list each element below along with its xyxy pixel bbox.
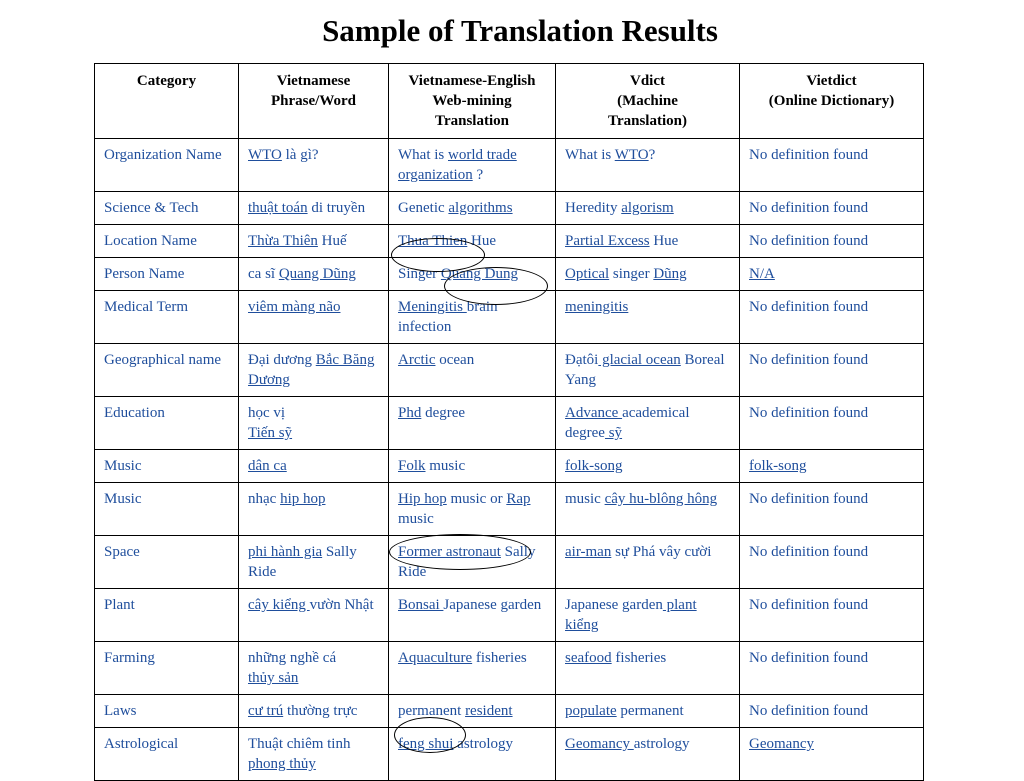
underlined-term: N/A	[749, 266, 775, 282]
cell-text: No definition found	[749, 544, 869, 560]
table-row	[95, 192, 924, 225]
cell-category	[95, 642, 239, 695]
underlined-term: seafood	[565, 650, 612, 666]
cell-text: di truyền	[307, 200, 366, 216]
table-row	[95, 291, 924, 344]
cell-vietdict	[740, 589, 924, 642]
cell-text: học vị	[248, 405, 286, 421]
cell-vdict	[556, 536, 740, 589]
cell-category	[95, 344, 239, 397]
cell-text: Huế	[317, 233, 347, 249]
cell-text: sự Phá vây cười	[611, 544, 712, 560]
cell-text: thường trực	[283, 703, 358, 719]
underlined-term: thuật toán	[248, 200, 308, 216]
underlined-term: feng shui	[398, 736, 454, 752]
cell-web-mining	[389, 642, 556, 695]
cell-vietnamese	[239, 291, 389, 344]
cell-vietnamese	[239, 450, 389, 483]
cell-text: Space	[104, 544, 140, 560]
underlined-term: meningitis	[565, 299, 629, 315]
cell-category	[95, 695, 239, 728]
table-row	[95, 536, 924, 589]
cell-web-mining	[389, 344, 556, 397]
cell-text: Boreal Yang	[565, 352, 725, 388]
underlined-term: sỹ	[604, 425, 623, 441]
cell-text: Music	[104, 491, 142, 507]
underlined-term: Geomancy	[749, 736, 814, 752]
cell-web-mining	[389, 536, 556, 589]
cell-text: ca sĩ	[248, 266, 279, 282]
cell-vietdict	[740, 642, 924, 695]
underlined-term: cây hu-blông hông	[604, 491, 718, 507]
underlined-term: WTO	[614, 147, 649, 163]
underlined-term: cư trú	[248, 703, 284, 719]
cell-text: music	[425, 458, 466, 474]
underlined-term: thủy sản	[248, 670, 299, 686]
table-row	[95, 344, 924, 397]
cell-text: No definition found	[749, 352, 869, 368]
underlined-term: Advance	[565, 405, 623, 421]
cell-text: permanent	[398, 703, 466, 719]
cell-category	[95, 483, 239, 536]
cell-text: Hue	[649, 233, 679, 249]
underlined-term: world trade organization	[398, 147, 517, 183]
underlined-term: phong thủy	[248, 756, 316, 772]
cell-web-mining	[389, 397, 556, 450]
cell-text: Geographical name	[104, 352, 222, 368]
cell-web-mining	[389, 450, 556, 483]
cell-text: No definition found	[749, 703, 869, 719]
cell-vdict	[556, 139, 740, 192]
cell-text: No definition found	[749, 233, 869, 249]
cell-text: Person Name	[104, 266, 185, 282]
underlined-term: dân ca	[248, 458, 287, 474]
cell-web-mining	[389, 225, 556, 258]
table-row	[95, 450, 924, 483]
cell-text: No definition found	[749, 491, 869, 507]
cell-text: What is	[398, 147, 448, 163]
underlined-term: Thừa Thiên	[248, 233, 318, 249]
cell-vietnamese	[239, 344, 389, 397]
underlined-term: Rap	[506, 491, 531, 507]
cell-vdict	[556, 642, 740, 695]
cell-text: What is	[565, 147, 615, 163]
cell-vietnamese	[239, 536, 389, 589]
underlined-term: glacial ocean	[598, 352, 681, 368]
header-vietnamese: Vietnamese Phrase/Word	[239, 64, 389, 139]
cell-vietdict	[740, 483, 924, 536]
underlined-term: resident	[465, 703, 513, 719]
cell-vietdict	[740, 695, 924, 728]
cell-text: permanent	[616, 703, 684, 719]
cell-vietdict	[740, 139, 924, 192]
underlined-term: Optical	[565, 266, 610, 282]
cell-text: Sally Ride	[248, 544, 357, 580]
table-row	[95, 483, 924, 536]
cell-text: No definition found	[749, 200, 869, 216]
cell-vdict	[556, 225, 740, 258]
cell-vietnamese	[239, 589, 389, 642]
cell-text: Medical Term	[104, 299, 189, 315]
cell-vietdict	[740, 536, 924, 589]
cell-text: Laws	[104, 703, 137, 719]
cell-text: Genetic	[398, 200, 449, 216]
cell-text: fisheries	[472, 650, 527, 666]
cell-vietnamese	[239, 695, 389, 728]
page-title: Sample of Translation Results	[322, 13, 718, 48]
cell-vietdict	[740, 397, 924, 450]
cell-text: Music	[104, 458, 142, 474]
underlined-term: Thua Thien	[398, 233, 468, 249]
cell-category	[95, 450, 239, 483]
cell-text: music or	[446, 491, 507, 507]
cell-vietdict	[740, 258, 924, 291]
table-row	[95, 589, 924, 642]
cell-category	[95, 397, 239, 450]
cell-text: Japanese garden	[443, 597, 542, 613]
cell-web-mining	[389, 291, 556, 344]
cell-text: brain infection	[398, 299, 498, 335]
cell-text: Thuật chiêm tinh	[248, 736, 351, 752]
underlined-term: phi hành gia	[248, 544, 323, 560]
underlined-term: populate	[565, 703, 617, 719]
cell-text: Đại dương	[248, 352, 316, 368]
cell-vietnamese	[239, 397, 389, 450]
underlined-term: Meningitis	[398, 299, 467, 315]
cell-text: Sally Ride	[398, 544, 536, 580]
underlined-term: Former astronaut	[398, 544, 501, 560]
cell-text: vườn Nhật	[309, 597, 374, 613]
underlined-term: plant kiểng	[565, 597, 697, 633]
cell-text: No definition found	[749, 299, 869, 315]
underlined-term: algorithms	[448, 200, 513, 216]
header-web-mining: Vietnamese-English Web-mining Translation	[389, 64, 556, 139]
underlined-term: Quang Dũng	[278, 266, 356, 282]
cell-text: Education	[104, 405, 165, 421]
underlined-term: Hip hop	[398, 491, 447, 507]
underlined-term: WTO	[248, 147, 282, 163]
underlined-term: Arctic	[398, 352, 436, 368]
cell-vdict	[556, 258, 740, 291]
table-row	[95, 695, 924, 728]
cell-category	[95, 225, 239, 258]
cell-vietnamese	[239, 642, 389, 695]
underlined-term: hip hop	[280, 491, 326, 507]
header-row	[95, 64, 924, 139]
cell-vietdict	[740, 450, 924, 483]
underlined-term: Geomancy	[565, 736, 634, 752]
cell-vdict	[556, 483, 740, 536]
underlined-term: Partial Excess	[565, 233, 650, 249]
cell-web-mining	[389, 589, 556, 642]
cell-vietdict	[740, 192, 924, 225]
underlined-term: Bắc Băng Dương	[248, 352, 375, 388]
cell-text: Đạtôi	[565, 352, 599, 368]
cell-vietnamese	[239, 139, 389, 192]
cell-text: No definition found	[749, 597, 869, 613]
cell-text: degree	[421, 405, 466, 421]
cell-text: những nghề cá	[248, 650, 337, 666]
cell-text: academical degree	[565, 405, 690, 441]
cell-text: Plant	[104, 597, 135, 613]
cell-text: music	[398, 511, 434, 527]
cell-web-mining	[389, 728, 556, 781]
cell-text: Singer	[398, 266, 441, 282]
cell-vietnamese	[239, 225, 389, 258]
cell-vietnamese	[239, 728, 389, 781]
header-category: Category	[95, 64, 239, 139]
cell-vdict	[556, 728, 740, 781]
underlined-term: cây kiểng	[248, 597, 310, 613]
cell-web-mining	[389, 695, 556, 728]
cell-web-mining	[389, 483, 556, 536]
cell-web-mining	[389, 258, 556, 291]
cell-category	[95, 728, 239, 781]
cell-text: No definition found	[749, 147, 869, 163]
cell-vietdict	[740, 225, 924, 258]
table-row	[95, 728, 924, 781]
cell-text: ocean	[435, 352, 475, 368]
cell-text: Japanese garden	[565, 597, 663, 613]
cell-text: Location Name	[104, 233, 197, 249]
cell-vietdict	[740, 291, 924, 344]
cell-text: music	[565, 491, 605, 507]
table-row	[95, 225, 924, 258]
cell-vdict	[556, 450, 740, 483]
cell-category	[95, 589, 239, 642]
cell-web-mining	[389, 192, 556, 225]
cell-text: Science & Tech	[104, 200, 199, 216]
underlined-term: Aquaculture	[398, 650, 473, 666]
underlined-term: Dũng	[653, 266, 687, 282]
underlined-term: folk-song	[749, 458, 807, 474]
cell-text: singer	[609, 266, 654, 282]
cell-text: astrology	[453, 736, 513, 752]
underlined-term: Folk	[398, 458, 426, 474]
translation-results-table	[94, 63, 924, 781]
underlined-term: folk-song	[565, 458, 623, 474]
cell-category	[95, 291, 239, 344]
cell-category	[95, 192, 239, 225]
cell-text: ?	[648, 147, 656, 163]
cell-vietnamese	[239, 483, 389, 536]
table-row	[95, 397, 924, 450]
cell-text: No definition found	[749, 650, 869, 666]
header-vietdict: Vietdict (Online Dictionary)	[740, 64, 924, 139]
table-row	[95, 258, 924, 291]
underlined-term: Phd	[398, 405, 422, 421]
cell-vdict	[556, 192, 740, 225]
underlined-term: algorism	[621, 200, 674, 216]
cell-category	[95, 139, 239, 192]
cell-text: Farming	[104, 650, 155, 666]
table-row	[95, 139, 924, 192]
cell-vdict	[556, 695, 740, 728]
cell-category	[95, 536, 239, 589]
cell-category	[95, 258, 239, 291]
underlined-term: air-man	[565, 544, 612, 560]
cell-vdict	[556, 291, 740, 344]
cell-text: No definition found	[749, 405, 869, 421]
underlined-term: Quang Dung	[440, 266, 518, 282]
underlined-term: Tiến sỹ	[248, 425, 293, 441]
cell-web-mining	[389, 139, 556, 192]
underlined-term: Bonsai	[398, 597, 444, 613]
cell-text: ?	[472, 167, 484, 183]
cell-text: astrology	[633, 736, 690, 752]
cell-vietdict	[740, 344, 924, 397]
cell-text: nhạc	[248, 491, 281, 507]
cell-text: là gì?	[281, 147, 319, 163]
cell-vietdict	[740, 728, 924, 781]
header-vdict: Vdict (Machine Translation)	[556, 64, 740, 139]
cell-vietnamese	[239, 258, 389, 291]
cell-text: Heredity	[565, 200, 622, 216]
table-row	[95, 642, 924, 695]
cell-text: fisheries	[611, 650, 667, 666]
cell-text: Organization Name	[104, 147, 222, 163]
cell-vietnamese	[239, 192, 389, 225]
cell-vdict	[556, 397, 740, 450]
cell-text: Astrological	[104, 736, 179, 752]
underlined-term: viêm màng não	[248, 299, 341, 315]
cell-vdict	[556, 589, 740, 642]
cell-vdict	[556, 344, 740, 397]
cell-text: Hue	[467, 233, 497, 249]
